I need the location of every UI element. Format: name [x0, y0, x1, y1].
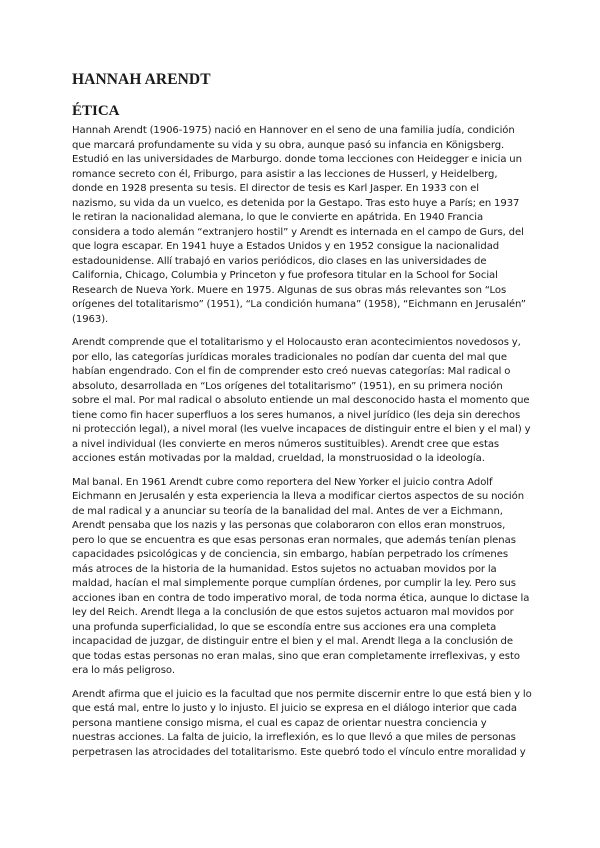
document-page — [72, 70, 532, 760]
paragraph-biography: Hannah Arendt (1906-1975) nació en Hannover en el seno de una familia judía, condición que marcará profundamente su vida y su obra, aunque pasó su infancia en Königsberg. Estudió en las universidades de Marburgo. donde toma lecciones con Heidegger e inicia un romance secreto con él, Friburgo, para asistir a las lecciones de Husserl, y Heidelberg, donde en 1928 presenta su tesis. El director de tesis es Karl Jasper. En 1933 con el nazismo, su vida da un vuelco, es detenida por la Gestapo. Tras esto huye a París; en 1937 le retiran la nacionalidad alemana, lo que le convierte en apátrida. En 1940 Francia considera a todo alemán “extranjero hostil” y Arendt es internada en el campo de Gurs, del que logra escapar. En 1941 huye a Estados Unidos y en 1952 consigue la nacionalidad estadounidense. Allí trabajó en varios periódicos, dio clases en las universidades de California, Chicago, Columbia y Princeton y fue profesora titular en la School for Social Research de Nueva York. Muere en 1975. Algunas de sus obras más relevantes son “Los orígenes del totalitarismo” (1951), “La condición humana” (1958), “Eichmann en Jerusalén” (1963). — [72, 125, 526, 325]
paragraph-banal-evil: Mal banal. En 1961 Arendt cubre como reportera del New Yorker el juicio contra Adolf Eichmann en Jerusalén y esta experiencia la lleva a modificar ciertos aspectos de su noción de mal radical y a anunciar su teoría de la banalidad del mal. Antes de ver a Eichmann, Arendt pensaba que los nazis y las personas que colaboraron con ellos eran monstruos, pero lo que se encuentra es que esas personas eran normales, que además tenían plenas capacidades psicológicas y de conciencia, sin embargo, habían perpetrado los crímenes más atroces de la historia de la humanidad. Estos sujetos no actuaban movidos por la maldad, hacían el mal simplemente porque cumplían órdenes, por cumplir la ley. Pero sus acciones iban en contra de todo imperativo moral, de toda norma ética, aunque lo dictase la ley del Reich. Arendt llega a la conclusión de que estos sujetos actuaron mal movidos por una profunda superficialidad, lo que se escondía entre sus acciones era una completa incapacidad de juzgar, de distinguir entre el bien y el mal. Arendt llega a la conclusión de que todas estas personas no eran malas, sino que eran completamente irreflexivas, y esto era lo más peligroso. — [72, 476, 530, 676]
document-title: HANNAH ARENDT — [72, 71, 211, 88]
paragraph-judgment: Arendt afirma que el juicio es la facultad que nos permite discernir entre lo que está bien y lo que está mal, entre lo justo y lo injusto. El juicio se expresa en el diálogo interior que cada persona mantiene consigo misma, el cual es capaz de orientar nuestra conciencia y nuestras acciones. La falta de juicio, la irreflexión, es lo que llevó a que miles de personas perpetrasen las atrocidades del totalitarismo. Este quebró todo el vínculo entre moralidad y — [72, 688, 532, 758]
paragraph-radical-evil: Arendt comprende que el totalitarismo y el Holocausto eran acontecimientos novedosos y, por ello, las categorías jurídicas morales tradicionales no podían dar cuenta del mal que habían engendrado. Con el fin de comprender esto creó nuevas categorías: Mal radical o absoluto, desarrollada en “Los orígenes del totalitarismo” (1951), en su primera noción sobre el mal. Por mal radical o absoluto entiende un mal desconocido hasta el momento que tiene como fin hacer superfluos a los seres humanos, a nivel jurídico (les deja sin derechos ni protección legal), a nivel moral (les vuelve incapaces de distinguir entre el bien y el mal) y a nivel individual (les convierte en meros números sustituibles). Arendt cree que estas acciones están motivadas por la maldad, crueldad, la monstruosidad o la ideología. — [72, 337, 531, 464]
section-title: ÉTICA — [72, 103, 120, 119]
